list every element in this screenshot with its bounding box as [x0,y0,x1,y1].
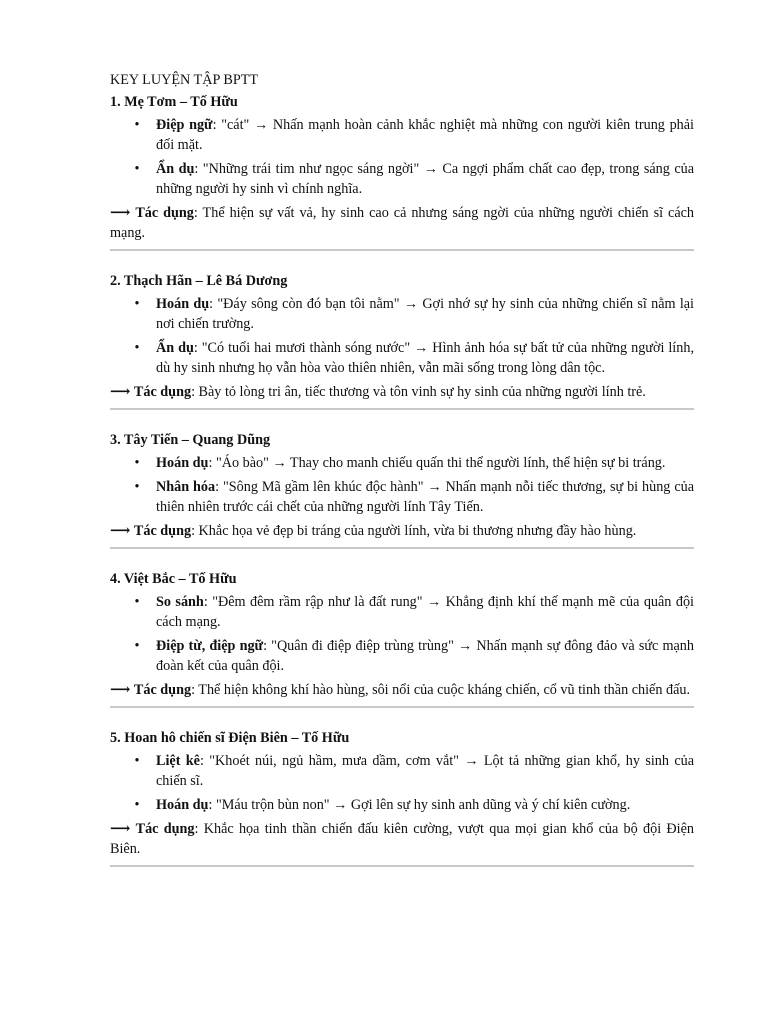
list-item [110,294,694,334]
section-title: 2. Thạch Hãn – Lê Bá Dương [110,273,288,289]
device-term: Liệt kê [156,753,200,769]
device-term: Nhân hóa [156,479,216,495]
device-explanation: : "Khoét núi, ngủ hầm, mưa dầm, cơm vắt" → Lột tả những gian khổ, hy sinh của chiến sĩ. [156,753,695,789]
list-item [110,795,694,815]
section-title: 1. Mẹ Tơm – Tố Hữu [110,94,238,110]
effect-label: Tác dụng [133,523,192,539]
bullet-icon: • [134,340,140,356]
device-explanation: : "Những trái tim như ngọc sáng ngời" → Ca ngợi phẩm chất cao đẹp, trong sáng của những người hy sinh vì chính nghĩa. [156,161,695,197]
list-item [110,338,694,378]
effect-text: : Bày tỏ lòng tri ân, tiếc thương và tôn vinh sự hy sinh của những người lính trẻ. [191,384,646,400]
bullet-icon: • [134,296,140,312]
device-list [110,115,694,199]
device-explanation: : "Sông Mã gầm lên khúc độc hành" → Nhấn mạnh nỗi tiếc thương, sự bi hùng của thiên nhiên trước cái chết của những người lính Tây Tiến. [156,479,695,515]
bullet-icon: • [134,455,140,471]
list-item [110,751,694,791]
document-page [110,70,694,867]
section-divider [110,408,694,410]
list-item [110,159,694,199]
long-arrow-icon: ⟶ [110,682,131,698]
device-term: Ẩn dụ [156,161,195,177]
device-term: Hoán dụ [156,296,210,312]
effect-label: Tác dụng [133,384,192,400]
effect-label: Tác dụng [135,205,194,221]
device-term: Điệp ngữ [156,117,213,133]
long-arrow-icon: ⟶ [110,821,131,837]
section-divider [110,547,694,549]
device-term: Ẩn dụ [156,340,194,356]
effect-line [110,521,694,541]
bullet-icon: • [134,479,140,495]
document-title: KEY LUYỆN TẬP BPTT [110,72,259,88]
device-term: Điệp từ, điệp ngữ [156,638,264,654]
effect-text: : Khắc họa tinh thần chiến đấu kiên cường, vượt qua mọi gian khổ của bộ đội Điện Biên. [110,821,695,857]
section-title: 5. Hoan hô chiến sĩ Điện Biên – Tố Hữu [110,730,350,746]
effect-label: Tác dụng [135,821,195,837]
device-list [110,294,694,378]
section-divider [110,865,694,867]
device-list [110,592,694,676]
section-1 [110,92,694,251]
section-divider [110,249,694,251]
device-explanation: : "Đáy sông còn đó bạn tôi nằm" → Gợi nhớ sự hy sinh của những chiến sĩ nằm lại nơi chiến trường. [156,296,694,332]
long-arrow-icon: ⟶ [110,205,131,221]
device-term: Hoán dụ [156,797,209,813]
device-term: Hoán dụ [156,455,209,471]
list-item [110,477,694,517]
bullet-icon: • [134,594,140,610]
effect-line [110,819,694,859]
device-list [110,751,694,815]
effect-line [110,680,694,700]
device-explanation: : "Áo bào" → Thay cho manh chiếu quấn thi thể người lính, thể hiện sự bi tráng. [208,455,666,471]
list-item [110,592,694,632]
section-title: 3. Tây Tiến – Quang Dũng [110,432,271,448]
effect-line [110,203,694,243]
bullet-icon: • [134,117,140,133]
section-2 [110,271,694,410]
bullet-icon: • [134,161,140,177]
sections-container [110,92,694,867]
device-explanation: : "Máu trộn bùn non" → Gợi lên sự hy sinh anh dũng và ý chí kiên cường. [208,797,631,813]
section-title: 4. Việt Bắc – Tố Hữu [110,571,237,587]
effect-text: : Thể hiện không khí hào hùng, sôi nổi của cuộc kháng chiến, cổ vũ tinh thần chiến đấu. [191,682,691,698]
section-4 [110,569,694,708]
bullet-icon: • [134,797,140,813]
long-arrow-icon: ⟶ [110,384,131,400]
bullet-icon: • [134,753,140,769]
list-item [110,636,694,676]
effect-label: Tác dụng [133,682,192,698]
long-arrow-icon: ⟶ [110,523,131,539]
device-list [110,453,694,517]
section-divider [110,706,694,708]
effect-text: : Khắc họa vẻ đẹp bi tráng của người lính, vừa bi thương nhưng đầy hào hùng. [191,523,637,539]
effect-text: : Thể hiện sự vất vả, hy sinh cao cả nhưng sáng ngời của những người chiến sĩ cách mạng. [110,205,695,241]
device-explanation: : "Có tuổi hai mươi thành sóng nước" → Hình ảnh hóa sự bất tử của những người lính, dù hy sinh nhưng họ vẫn hòa vào thiên nhiên, vẫn mãi sống trong lòng dân tộc. [156,340,694,376]
device-term: So sánh [156,594,204,610]
device-explanation: : "Đêm đêm rầm rập như là đất rung" → Khẳng định khí thế mạnh mẽ của quân đội cách mạng. [156,594,694,630]
effect-line [110,382,694,402]
list-item [110,453,694,473]
device-explanation: : "cát" → Nhấn mạnh hoàn cảnh khắc nghiệt mà những con người kiên trung phải đối mặt. [156,117,694,153]
bullet-icon: • [134,638,140,654]
section-5 [110,728,694,867]
section-3 [110,430,694,549]
device-explanation: : "Quân đi điệp điệp trùng trùng" → Nhấn mạnh sự đông đảo và sức mạnh đoàn kết của quân đội. [156,638,694,674]
list-item [110,115,694,155]
